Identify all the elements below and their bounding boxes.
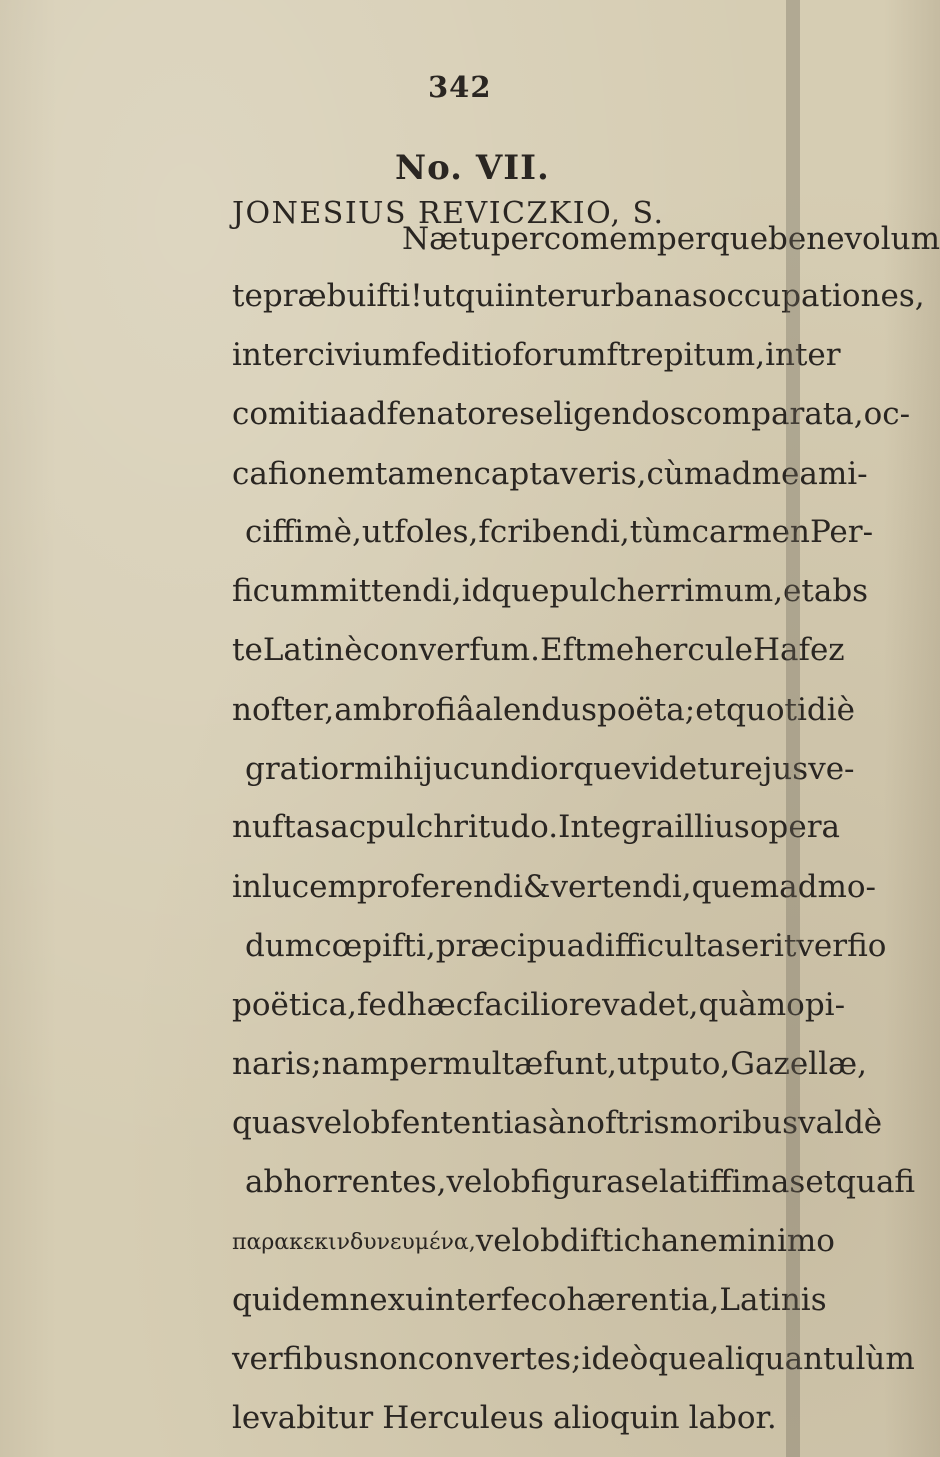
text-line: poëtica, fed hæc facilior evadet, quàm opi- bbox=[232, 987, 846, 1023]
text-line: levabitur Herculeus alioquin labor. bbox=[232, 1400, 777, 1436]
text-line: cafionem tamen captaveris, cùm ad me ami- bbox=[232, 456, 868, 492]
text-line: dum cœpifti, præcipua difficultas erit verfio bbox=[245, 928, 887, 964]
text-line: nofter, ambrofiâ alendus poëta; et quotidiè bbox=[232, 692, 856, 728]
text-line: te præbuifti ! ut qui inter urbanas occupationes, bbox=[232, 278, 925, 314]
text-line: verfibus non convertes ; ideòque aliquantulùm bbox=[232, 1341, 915, 1377]
page-edge-shadow bbox=[786, 0, 800, 1457]
text-line: naris; nam permultæ funt, ut puto, Gazellæ, bbox=[232, 1046, 867, 1082]
text-line: comitia ad fenatores eligendos comparata, oc- bbox=[232, 396, 911, 432]
page-number: 342 bbox=[428, 70, 492, 104]
letter-heading: JONESIUS REVICZKIO, S. bbox=[232, 196, 665, 231]
text-line: gratior mihi jucundiorque videtur ejus ve- bbox=[245, 751, 855, 787]
text-line: abhorrentes, vel ob figuras elatiffimas et quafi bbox=[245, 1164, 916, 1200]
text-line: nuftas ac pulchritudo. Integra illius opera bbox=[232, 809, 841, 845]
text-line: παρακεκινδυνευμένα, vel ob difticha ne minimo bbox=[232, 1223, 835, 1259]
text-line: Næ tu percomem perque benevolum bbox=[402, 221, 940, 257]
section-number: No. VII. bbox=[395, 148, 550, 188]
text-line: quas vel ob fententias à noftris moribus valdè bbox=[232, 1105, 883, 1141]
text-line: quidem nexu inter fe cohærentia, Latinis bbox=[232, 1282, 827, 1318]
text-line: in lucem proferendi & vertendi, quemadmo- bbox=[232, 869, 877, 905]
text-line: ciffimè, ut foles, fcribendi, tùm carmen Per- bbox=[245, 514, 874, 550]
text-line: inter civium feditioforum ftrepitum, inter bbox=[232, 337, 841, 373]
text-line: ficum mittendi, idque pulcherrimum, et abs bbox=[232, 573, 869, 609]
text-line: te Latinè converfum. Eft mehercule Hafez bbox=[232, 632, 845, 668]
